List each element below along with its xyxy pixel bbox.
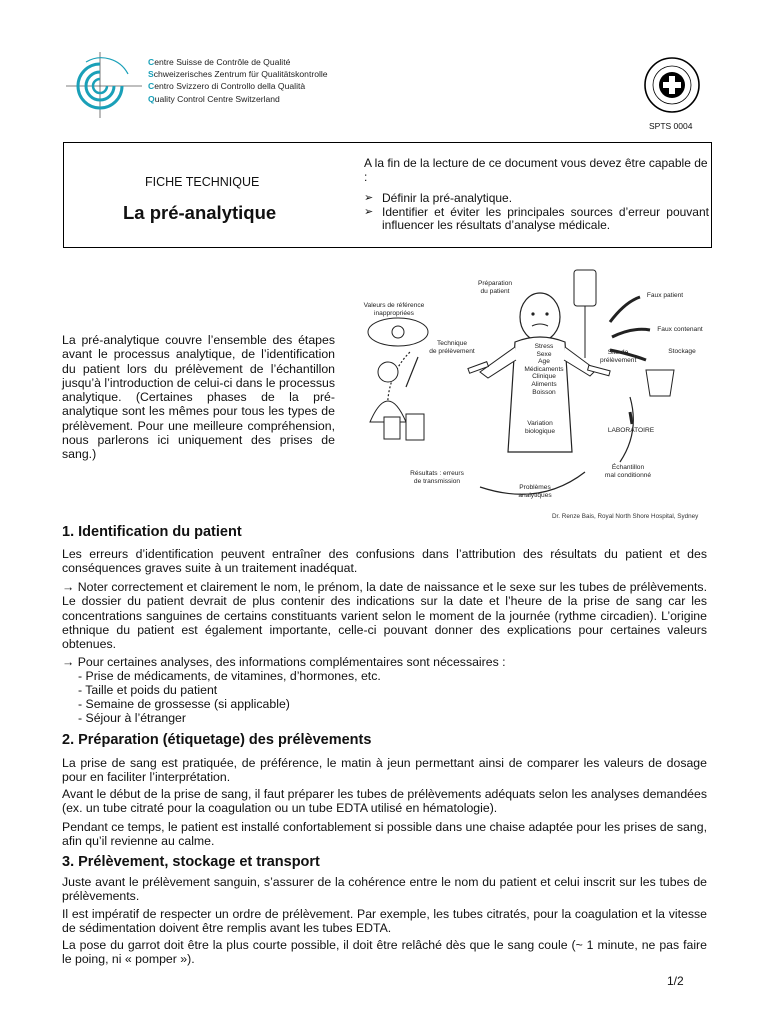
paragraph: La pose du garrot doit être la plus courte possible, il doit être relâché dès que le sang coule (~ 1 minute, ne pas faire le poing, ni « pomper »). [62,938,707,967]
intro-paragraph: La pré-analytique couvre l’ensemble des étapes avant le processus analytique, de l’identification du patient lors du prélèvement de l’échantillon jusqu’à l’introduction de celui-ci dans le processus analytique. (Certaines phases de la pré-analytique sont les mêmes pour tous les types de prélèvement. Pour une meilleure compréhension, nous parlerons ici uniquement des prises de sang.) [62,333,335,462]
list-item: - Semaine de grossesse (si applicable) [78,697,290,711]
label-problemes: Problèmes analytiques [518,484,552,499]
swiss-accreditation-seal-icon [643,56,701,114]
paragraph: La prise de sang est pratiquée, de préférence, le matin à jeun permettant ainsi de comparer les valeurs de dosage pour en faciliter l’interprétation. [62,756,707,785]
label-site: Site de prélèvement [600,349,637,364]
section-heading: 3. Prélèvement, stockage et transport [62,854,320,870]
diagram-credit: Dr. Renze Bais, Royal North Shore Hospital, Sydney [552,513,699,520]
paragraph: → Pour certaines analyses, des informations complémentaires sont nécessaires : [62,655,506,669]
page-number: 1/2 [667,974,684,988]
arrow-icon [610,297,640,322]
ice-bucket-icon [646,370,674,396]
objectives-list [364,192,709,233]
list-item: - Prise de médicaments, de vitamines, d’hormones, etc. [78,669,381,683]
label-faux-patient: Faux patient [646,292,684,299]
doctor-head-icon [378,362,398,382]
page-title: La pré-analytique [123,202,277,223]
document-code: SPTS 0004 [649,121,693,131]
label-laboratoire: LABORATOIRE [607,427,655,434]
fiche-label: FICHE TECHNIQUE [145,175,260,189]
org-line: Quality Control Centre Switzerland [148,93,280,104]
paragraph: Juste avant le prélèvement sanguin, s’assurer de la cohérence entre le nom du patient et celui inscrit sur les tubes de prélèvements. [62,875,707,904]
label-resultats: Résultats : erreurs de transmission [410,470,464,485]
org-name-block [148,56,328,105]
list-item: - Séjour à l’étranger [78,711,186,725]
list-item: - Taille et poids du patient [78,683,218,697]
label-stress: Stress Sexe Age Médicaments Clinique Aliments Boisson [524,343,564,396]
apple-icon [392,326,404,338]
iv-bag-icon [574,270,596,306]
label-valeurs: Valeurs de référence inappropriées [363,302,425,317]
label-echantillon: Échantillon mal conditionné [604,464,652,479]
objectives-intro: A la fin de la lecture de ce document vous devez être capable de : [364,156,708,184]
paragraph: Il est impératif de respecter un ordre de prélèvement. Par exemple, les tubes citratés, pour la coagulation et la vitesse de sédimentation doivent être remplis avant les tubes EDTA. [62,907,707,936]
paragraph: Avant le début de la prise de sang, il faut préparer les tubes de prélèvements adéquats selon les analyses demandées (ex. un tube citraté pour la coagulation ou un tube EDTA utilisé en hématologie). [62,787,707,816]
objective-item: ➢ Définir la pré-analytique. [364,192,709,206]
patient-head-icon [520,293,560,341]
document-icon [406,414,424,440]
objective-item: ➢ Identifier et éviter les principales sources d’erreur pouvant influencer les résultats d’analyse médicale. [364,206,709,233]
arrow-icon [612,329,650,337]
label-preparation: Préparation du patient [477,280,513,295]
section-heading: 1. Identification du patient [62,524,242,540]
label-variation: Variation biologique [524,420,556,435]
paragraph: Pendant ce temps, le patient est installé confortablement si possible dans une chaise adaptée pour les prises de sang, afin qu’il revienne au calme. [62,820,707,849]
arrow-icon [630,412,632,424]
label-faux-contenant: Faux contenant [657,326,703,333]
cscq-logo-icon [62,50,146,120]
label-stockage: Stockage [668,348,696,355]
org-line: Centre Suisse de Contrôle de Qualité [148,57,291,67]
paragraph: Les erreurs d’identification peuvent entraîner des confusions dans l’attribution des résultats du patient et des conséquences graves suite à un traitement inadéquat. [62,547,707,576]
org-line: Centro Svizzero di Controllo della Qualità [148,81,306,92]
document-icon [384,417,400,439]
paragraph: → Noter correctement et clairement le nom, le prénom, la date de naissance et le sexe sur les tubes de prélèvements. Le dossier du patient devrait de plus contenir des indications sur la date et l’heure de la prise de sang car les concentrations sanguines de certains constituants varient selon le moment de la journée (rythme circadien). L’origine ethnique du patient est également importante, celle-ci pouvant donner des explications pour certaines valeurs obtenues. [62,580,707,652]
section-heading: 2. Préparation (étiquetage) des prélèvements [62,732,372,748]
org-line: Schweizerisches Zentrum für Qualitätskontrolle [148,69,328,80]
label-technique: Technique de prélèvement [429,340,475,355]
